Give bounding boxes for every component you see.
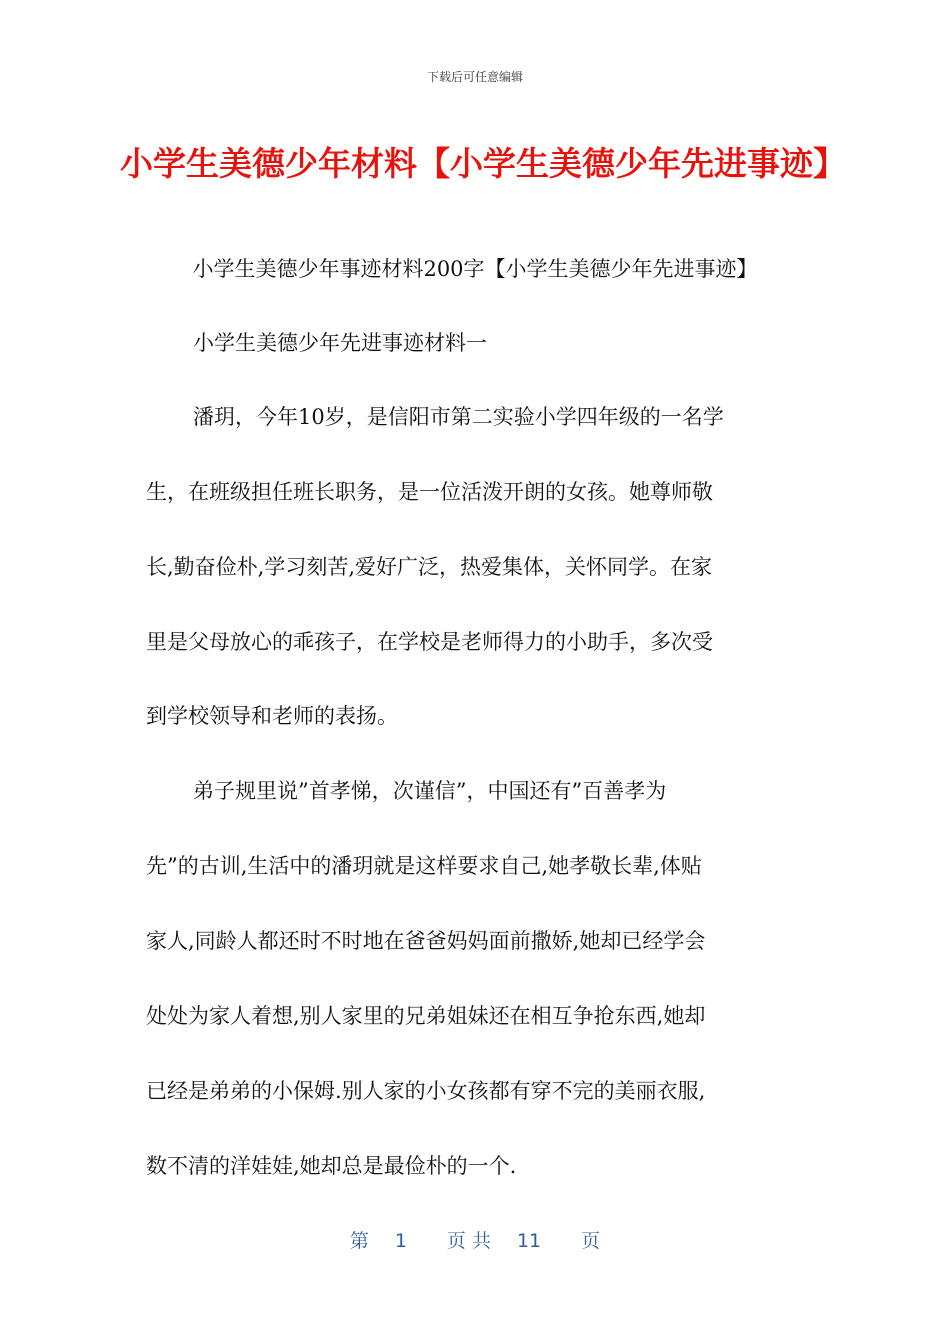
paragraph-line: 到学校领导和老师的表扬。: [146, 704, 398, 728]
section-heading: 小学生美德少年先进事迹材料一: [193, 331, 487, 355]
footer-label-pages: 页: [581, 1230, 601, 1252]
paragraph-line: 弟子规里说”首孝悌，次谨信”，中国还有”百善孝为: [193, 779, 667, 803]
paragraph-line: 先”的古训,生活中的潘玥就是这样要求自己,她孝敬长辈,体贴: [146, 854, 702, 878]
paragraph-line: 家人,同龄人都还时不时地在爸爸妈妈面前撒娇,她却已经学会: [146, 929, 706, 953]
document-title: 小学生美德少年材料【小学生美德少年先进事迹】: [120, 144, 846, 183]
paragraph-line: 长,勤奋俭朴,学习刻苦,爱好广泛，热爱集体，关怀同学。在家: [146, 555, 713, 579]
paragraph-line: 生，在班级担任班长职务，是一位活泼开朗的女孩。她尊师敬: [146, 480, 713, 504]
document-subtitle: 小学生美德少年事迹材料200字【小学生美德少年先进事迹】: [192, 257, 758, 281]
header-note: 下载后可任意编辑: [426, 70, 523, 84]
footer-page-number: 1: [394, 1230, 407, 1252]
paragraph-line: 处处为家人着想,别人家里的兄弟姐妹还在相互争抢东西,她却: [146, 1004, 706, 1028]
paragraph-line: 已经是弟弟的小保姆.别人家的小女孩都有穿不完的美丽衣服,: [146, 1079, 706, 1103]
footer-label-page-of: 页 共: [446, 1230, 491, 1252]
paragraph-line: 里是父母放心的乖孩子，在学校是老师得力的小助手，多次受: [146, 630, 713, 654]
paragraph-line: 潘玥，今年10岁，是信阳市第二实验小学四年级的一名学: [193, 405, 724, 429]
page-footer: [0, 1226, 950, 1253]
footer-label-page: 第: [349, 1230, 369, 1252]
paragraph-line: 数不清的洋娃娃,她却总是最俭朴的一个.: [146, 1154, 517, 1178]
footer-total-pages: 11: [516, 1230, 542, 1252]
